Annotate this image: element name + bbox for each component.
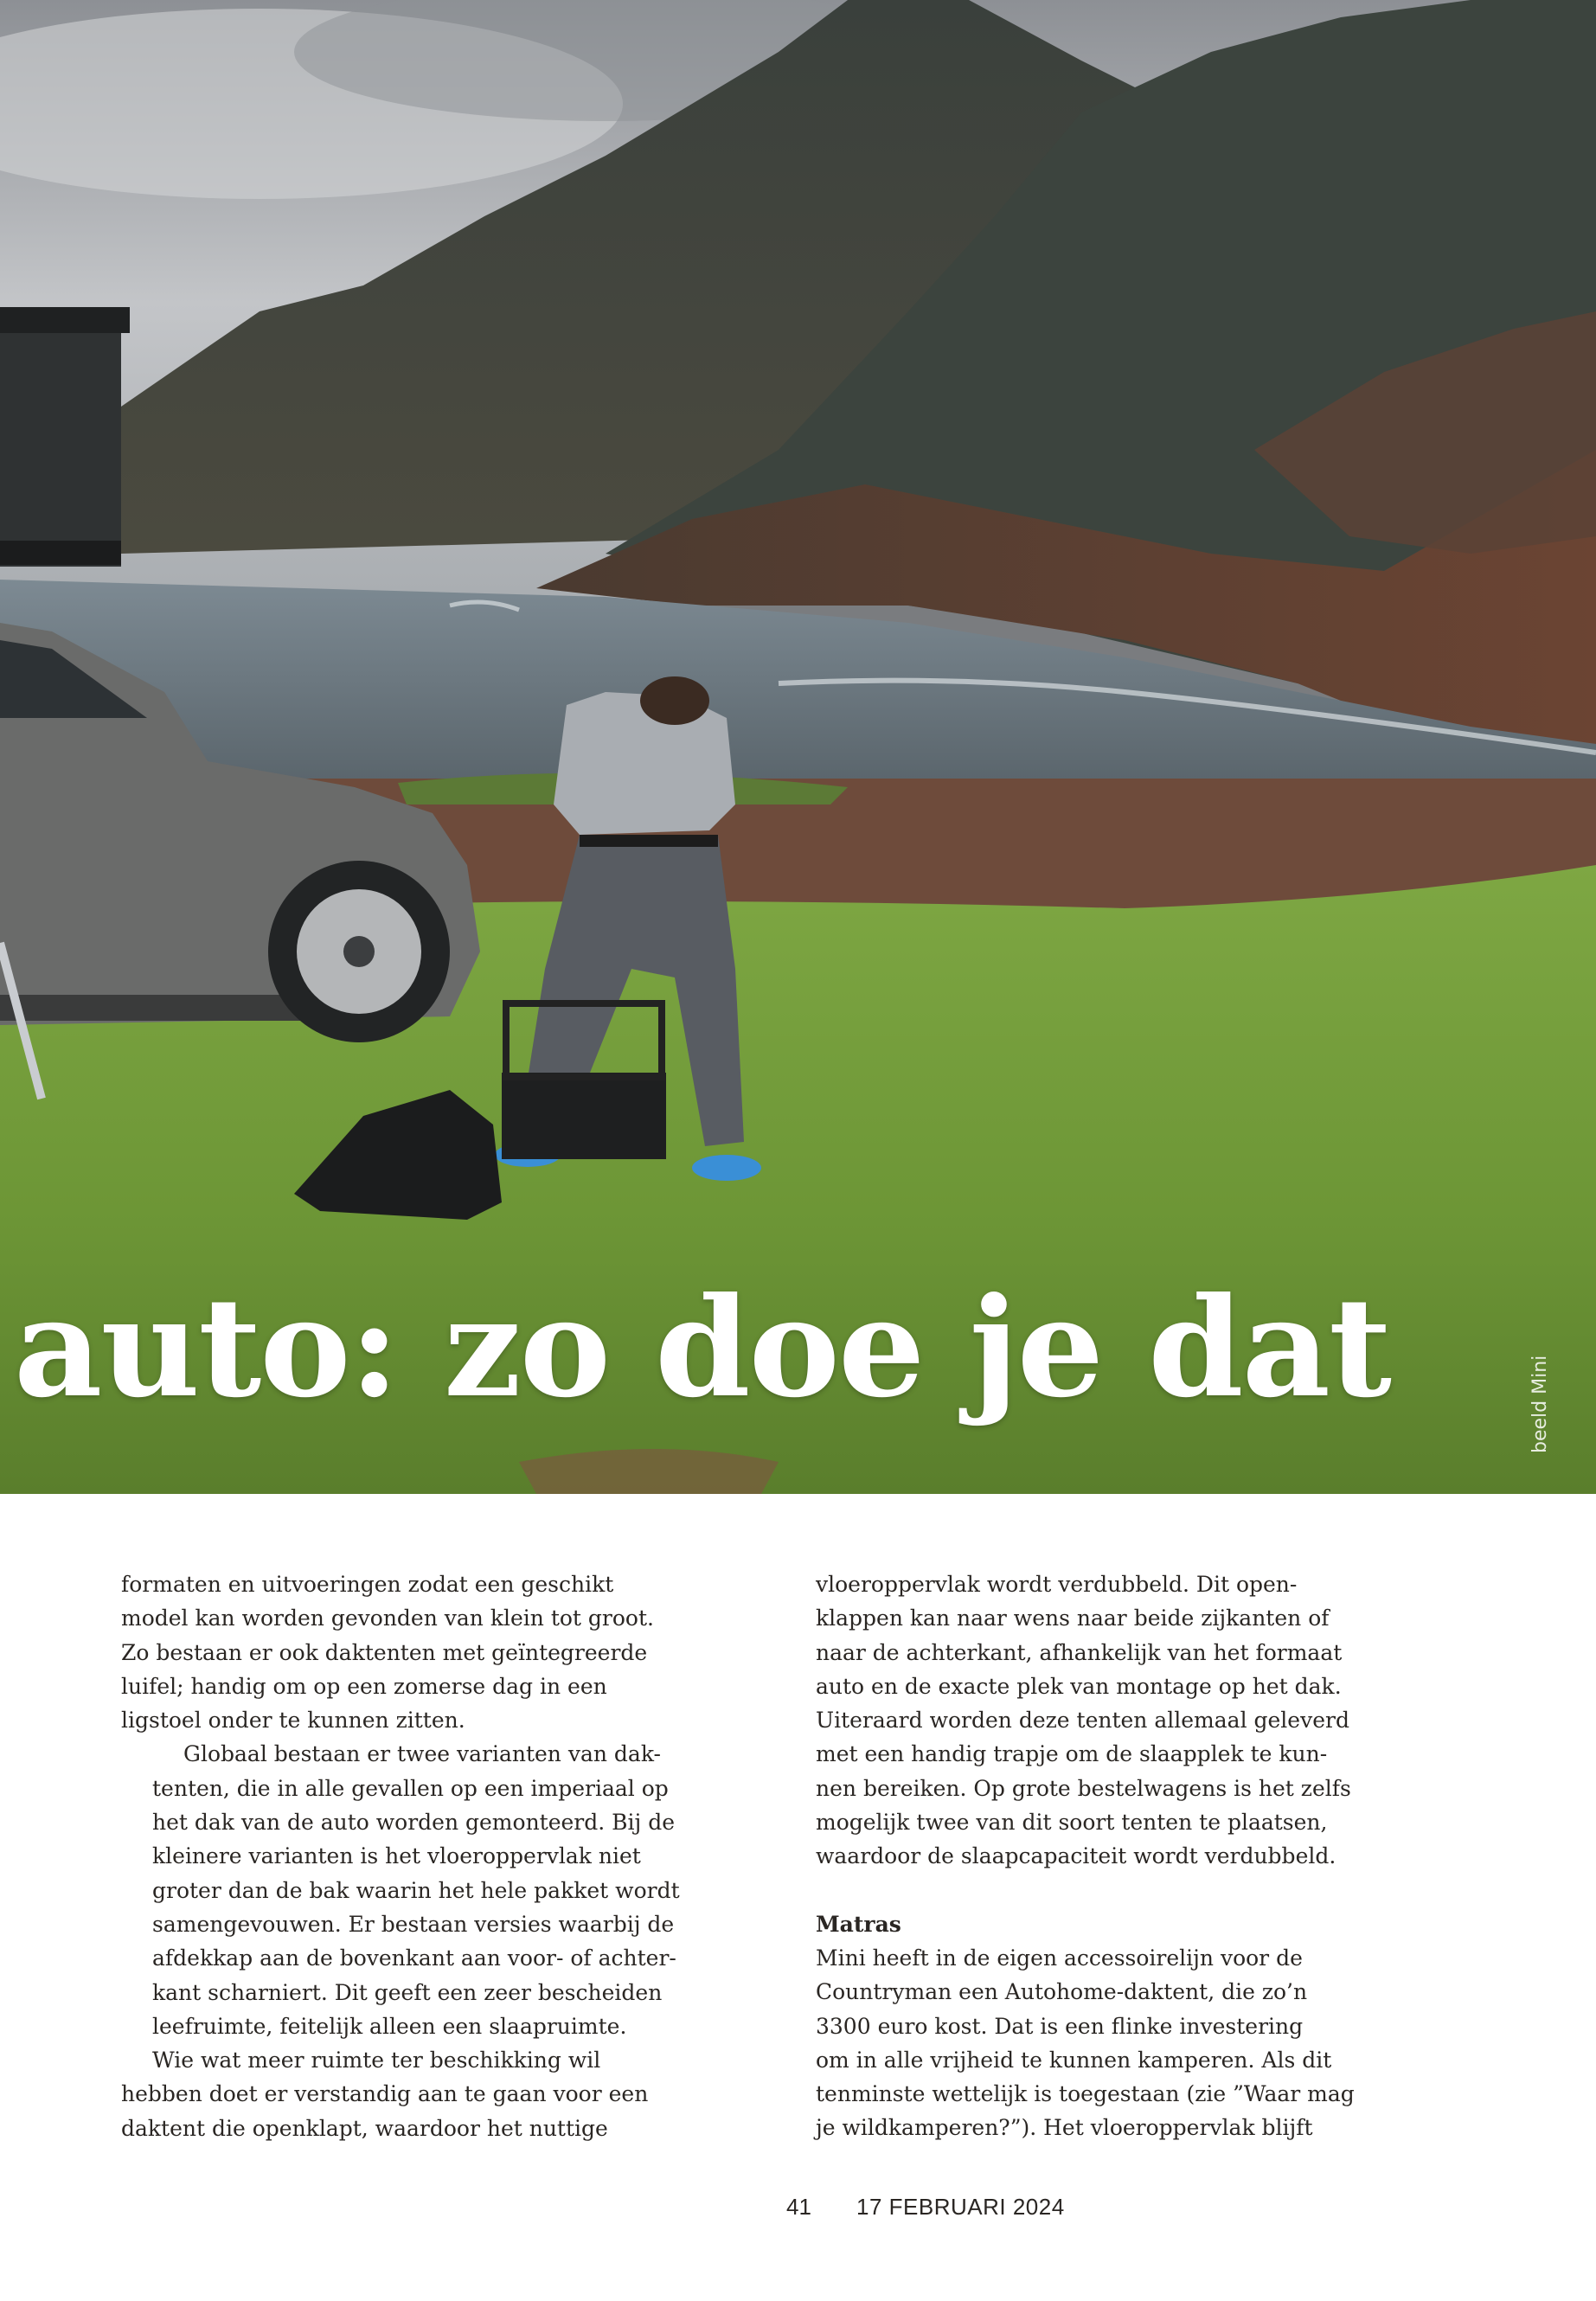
text-line: samengevouwen. Er bestaan versies waarbij de — [152, 1911, 675, 1937]
dirt-patch — [519, 1449, 779, 1494]
text-line: formaten en uitvoeringen zodat een geschikt — [121, 1572, 614, 1597]
text-line: groter dan de bak waarin het hele pakket wordt — [152, 1877, 680, 1903]
article-column-right — [816, 1567, 1369, 2145]
text-line: waardoor de slaapcapaciteit wordt verdubbeld. — [816, 1843, 1336, 1869]
paragraph — [816, 1941, 1369, 2145]
text-line: mogelijk twee van dit soort tenten te plaatsen, — [816, 1810, 1328, 1836]
article-headline: auto: zo doe je dat — [14, 1268, 1390, 1428]
text-line: Uiteraard worden deze tenten allemaal geleverd — [816, 1708, 1349, 1734]
paragraph — [816, 1567, 1369, 1874]
person-belt — [580, 835, 718, 847]
roof-tent-lid — [0, 307, 130, 333]
text-line: daktent die openklapt, waardoor het nuttige — [121, 2115, 608, 2141]
text-line: 3300 euro kost. Dat is een flinke investering — [816, 2013, 1304, 2039]
photo-credit: beeld Mini — [1529, 1355, 1551, 1453]
text-line: klappen kan naar wens naar beide zijkanten of — [816, 1606, 1330, 1631]
text-line: je wildkamperen?”). Het vloeroppervlak blijft — [816, 2115, 1313, 2141]
text-line: luifel; handig om op een zomerse dag in een — [121, 1673, 607, 1699]
paragraph — [121, 2043, 675, 2145]
text-line: afdekkap aan de bovenkant aan voor- of achter- — [152, 1945, 676, 1971]
issue-date: 17 FEBRUARI 2024 — [856, 2194, 1065, 2220]
text-line: model kan worden gevonden van klein tot groot. — [121, 1606, 654, 1631]
text-line: met een handig trapje om de slaapplek te kun- — [816, 1741, 1328, 1767]
text-line: Countryman een Autohome-daktent, die zo’n — [816, 1979, 1308, 2005]
paragraph — [121, 1567, 675, 1737]
text-line: kleinere varianten is het vloeroppervlak niet — [152, 1843, 641, 1869]
car-hub — [343, 936, 375, 967]
text-line: Zo bestaan er ook daktenten met geïntegreerde — [121, 1639, 648, 1665]
text-line: het dak van de auto worden gemonteerd. Bij de — [152, 1810, 676, 1836]
roof-tent-base — [0, 541, 121, 565]
page-number: 41 — [786, 2194, 811, 2220]
text-line: Mini heeft in de eigen accessoirelijn voor de — [816, 1945, 1303, 1971]
roof-tent — [0, 307, 121, 567]
storage-box — [502, 1073, 666, 1159]
text-line: naar de achterkant, afhankelijk van het formaat — [816, 1639, 1343, 1665]
text-line: Wie wat meer ruimte ter beschikking wil — [152, 2048, 601, 2073]
page-footer — [0, 2194, 1596, 2228]
paragraph — [121, 1737, 680, 2043]
text-line: om in alle vrijheid te kunnen kamperen. Als dit — [816, 2047, 1332, 2073]
text-line: vloeroppervlak wordt verdubbeld. Dit open- — [816, 1572, 1298, 1597]
text-line: tenminste wettelijk is toegestaan (zie ”Waar mag — [816, 2081, 1355, 2107]
text-line: nen bereiken. Op grote bestelwagens is het zelfs — [816, 1775, 1351, 1801]
text-line: ligstoel onder te kunnen zitten. — [121, 1708, 465, 1734]
text-line: leefruimte, feitelijk alleen een slaapruimte. — [152, 2013, 627, 2039]
person-head — [640, 676, 709, 725]
text-line: kant scharniert. Dit geeft een zeer bescheiden — [152, 1979, 663, 2005]
text-line: auto en de exacte plek van montage op het dak. — [816, 1673, 1342, 1699]
article-column-left — [121, 1567, 680, 2145]
subheading: Matras — [816, 1911, 901, 1937]
person-shirt — [554, 692, 735, 835]
text-line: tenten, die in alle gevallen op een imperiaal op — [152, 1775, 669, 1801]
person-shoe — [692, 1155, 761, 1181]
text-line: Globaal bestaan er twee varianten van dak- — [183, 1741, 661, 1767]
text-line: hebben doet er verstandig aan te gaan voor een — [121, 2081, 649, 2107]
